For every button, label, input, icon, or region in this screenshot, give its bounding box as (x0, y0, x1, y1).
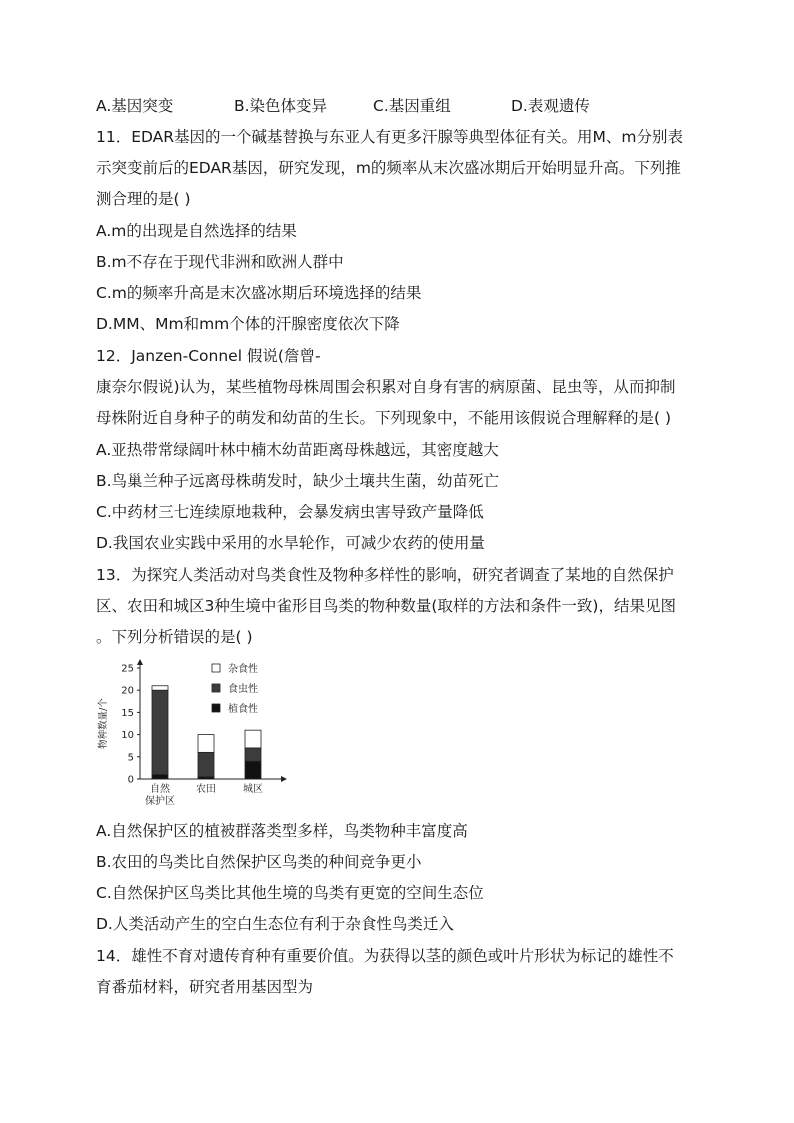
legend-label: 植食性 (228, 704, 258, 715)
bar-segment (245, 730, 261, 748)
bar-segment (198, 735, 214, 753)
q13-option-c: C.自然保护区鸟类比其他生境的鸟类有更宽的空间生态位 (96, 884, 484, 902)
y-tick-label: 20 (121, 685, 134, 697)
y-axis-label: 物种数量/个 (98, 698, 109, 749)
legend-label: 食虫性 (228, 684, 258, 695)
q10-option-c: C.基因重组 (373, 97, 451, 115)
q10-option-b: B.染色体变异 (234, 97, 328, 115)
q10-options (96, 95, 590, 117)
q10-option-d: D.表观遗传 (511, 97, 590, 115)
q11-option-d: D.MM、Mm和mm个体的汗腺密度依次下降 (96, 315, 400, 333)
y-tick-label: 25 (121, 663, 134, 675)
bar-segment (245, 761, 261, 779)
y-axis-arrow (137, 659, 143, 665)
q11-stem-line-2: 示突变前后的EDAR基因，研究发现，m的频率从末次盛冰期后开始明显升高。下列推 (96, 159, 681, 177)
y-tick-label: 10 (121, 730, 134, 742)
q14-stem-line-2: 育番茄材料，研究者用基因型为 (96, 978, 314, 996)
y-tick-label: 0 (127, 774, 134, 786)
q12-stem-line-3: 母株附近自身种子的萌发和幼苗的生长。下列现象中，不能用该假说合理解释的是( ) (96, 409, 672, 427)
x-category-label: 保护区 (145, 796, 175, 807)
legend-swatch (212, 664, 220, 672)
q11-option-b: B.m不存在于现代非洲和欧洲人群中 (96, 253, 344, 271)
legend-swatch (212, 704, 220, 712)
q10-option-a: A.基因突变 (96, 97, 174, 115)
q13-stem-line-2: 区、农田和城区3种生境中雀形目鸟类的物种数量(取样的方法和条件一致)，结果见图 (96, 597, 676, 615)
q13-option-a: A.自然保护区的植被群落类型多样，鸟类物种丰富度高 (96, 822, 468, 840)
legend-swatch (212, 684, 220, 692)
bar-segment (245, 748, 261, 761)
bar-segment (152, 775, 168, 779)
y-tick-label: 15 (121, 707, 134, 719)
species-bar-chart (96, 656, 296, 812)
q14-stem-line-1: 14．雄性不育对遗传育种有重要价值。为获得以茎的颜色或叶片形状为标记的雄性不 (96, 947, 674, 965)
q12-option-c: C.中药材三七连续原地栽种，会暴发病虫害导致产量降低 (96, 503, 484, 521)
bar-segment (198, 752, 214, 776)
x-category-label: 自然 (150, 784, 170, 795)
x-category-label: 城区 (243, 784, 263, 795)
x-category-label: 农田 (196, 784, 216, 795)
legend-label: 杂食性 (228, 664, 258, 675)
q12-stem-line-1: 12．Janzen-Connel 假说(詹曾- (96, 347, 321, 365)
q12-option-d: D.我国农业实践中采用的水旱轮作，可减少农药的使用量 (96, 534, 485, 552)
q12-stem-line-2: 康奈尔假说)认为，某些植物母株周围会积累对自身有害的病原菌、昆虫等，从而抑制 (96, 378, 676, 396)
q11-stem-line-3: 测合理的是( ) (96, 190, 191, 208)
q11-option-a: A.m的出现是自然选择的结果 (96, 222, 297, 240)
q13-stem-line-3: 。下列分析错误的是( ) (96, 628, 253, 646)
bar-segment (152, 686, 168, 690)
q13-option-b: B.农田的鸟类比自然保护区鸟类的种间竞争更小 (96, 853, 422, 871)
y-tick-label: 5 (127, 752, 134, 764)
bar-segment (152, 690, 168, 774)
q13-stem-line-1: 13．为探究人类活动对鸟类食性及物种多样性的影响，研究者调查了某地的自然保护 (96, 566, 674, 584)
q11-option-c: C.m的频率升高是末次盛冰期后环境选择的结果 (96, 284, 422, 302)
q12-option-a: A.亚热带常绿阔叶林中楠木幼苗距离母株越远，其密度越大 (96, 441, 499, 459)
q13-option-d: D.人类活动产生的空白生态位有利于杂食性鸟类迁入 (96, 915, 454, 933)
q11-stem-line-1: 11．EDAR基因的一个碱基替换与东亚人有更多汗腺等典型体征有关。用M、m分别表 (96, 128, 684, 146)
x-axis-arrow (281, 776, 287, 782)
q12-option-b: B.鸟巢兰种子远离母株萌发时，缺少土壤共生菌，幼苗死亡 (96, 472, 500, 490)
